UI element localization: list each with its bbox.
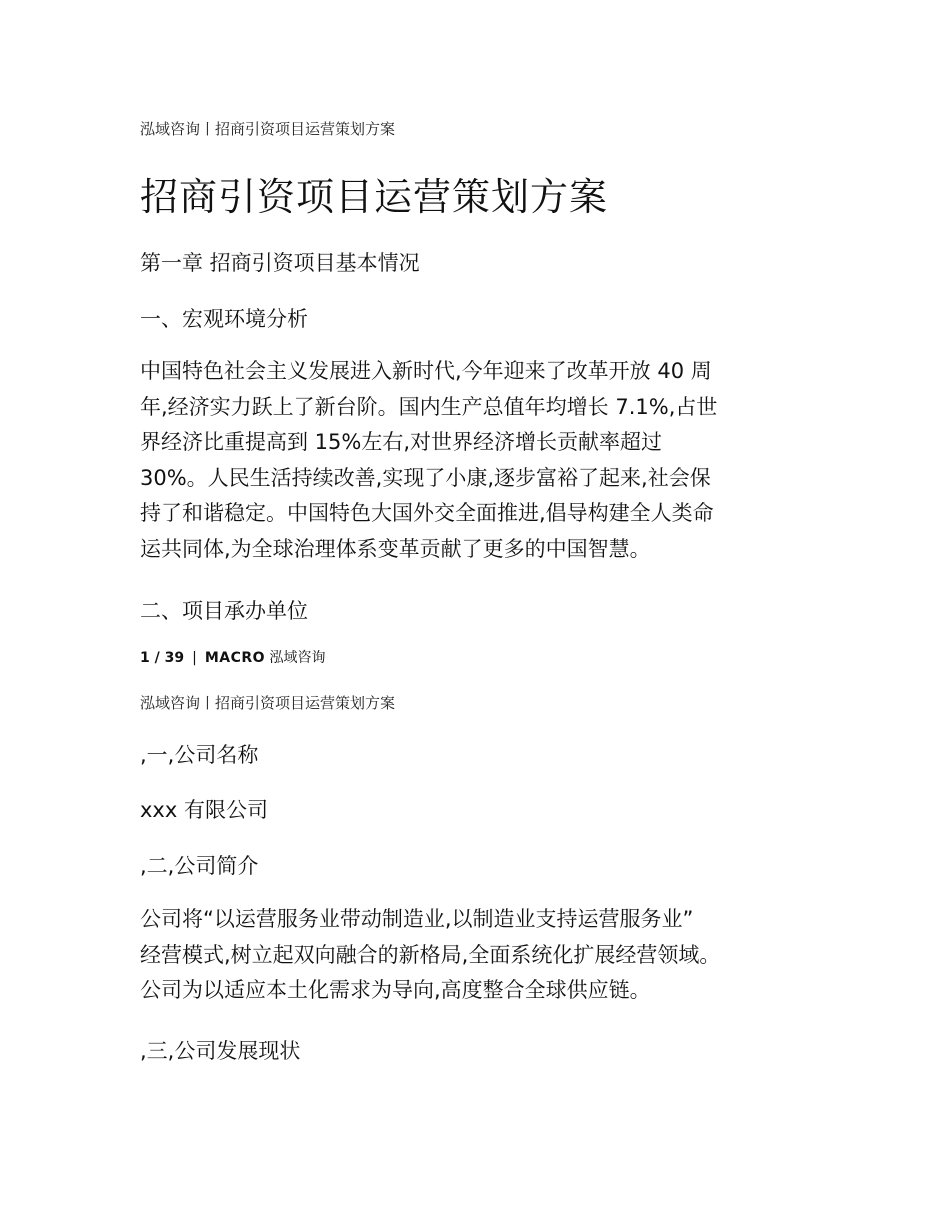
paragraph-line: 公司为以适应本土化需求为导向,高度整合全球供应链。 bbox=[140, 978, 651, 1002]
paragraph-line: 中国特色社会主义发展进入新时代,今年迎来了改革开放 40 周 bbox=[140, 359, 712, 383]
footer-company: 泓域咨询 bbox=[269, 650, 326, 666]
document-title: 招商引资项目运营策划方案 bbox=[140, 175, 609, 219]
paragraph-line: 年,经济实力跃上了新台阶。国内生产总值年均增长 7.1%,占世 bbox=[140, 394, 718, 419]
paragraph-line: 30%。人民生活持续改善,实现了小康,逐步富裕了起来,社会保 bbox=[140, 465, 711, 490]
chapter-heading: 第一章 招商引资项目基本情况 bbox=[140, 251, 420, 275]
macro-environment-paragraph bbox=[140, 354, 820, 567]
running-header: 泓域咨询丨招商引资项目运营策划方案 bbox=[140, 120, 396, 138]
page-number: 1 / 39 bbox=[140, 650, 185, 666]
section-heading-project-sponsor: 二、项目承办单位 bbox=[140, 599, 308, 623]
paragraph-line: 持了和谐稳定。中国特色大国外交全面推进,倡导构建全人类命 bbox=[140, 501, 714, 525]
subsection-heading-development-status: ,三,公司发展现状 bbox=[140, 1039, 301, 1063]
company-profile-paragraph bbox=[140, 902, 820, 1009]
subsection-heading-company-profile: ,二,公司简介 bbox=[140, 854, 259, 878]
company-name: xxx 有限公司 bbox=[140, 798, 268, 822]
footer-separator: | bbox=[192, 650, 197, 666]
paragraph-line: 经营模式,树立起双向融合的新格局,全面系统化扩展经营领域。 bbox=[140, 942, 721, 967]
running-header: 泓域咨询丨招商引资项目运营策划方案 bbox=[140, 694, 396, 712]
paragraph-line: 运共同体,为全球治理体系变革贡献了更多的中国智慧。 bbox=[140, 536, 651, 561]
paragraph-line: 公司将“以运营服务业带动制造业,以制造业支持运营服务业” bbox=[140, 907, 694, 931]
brand-logo-text: MACRO bbox=[204, 650, 266, 666]
subsection-heading-company-name: ,一,公司名称 bbox=[140, 743, 259, 767]
paragraph-line: 界经济比重提高到 15%左右,对世界经济增长贡献率超过 bbox=[140, 430, 663, 454]
page-footer bbox=[140, 649, 326, 667]
section-heading-macro-environment: 一、宏观环境分析 bbox=[140, 307, 308, 331]
